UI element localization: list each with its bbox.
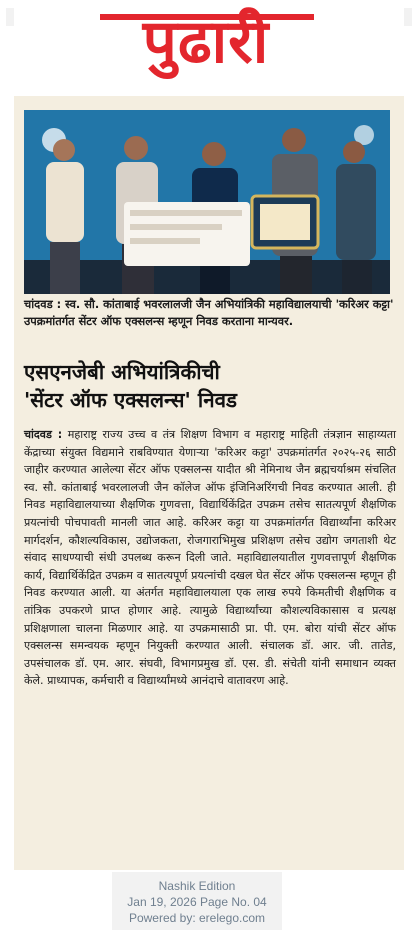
article-headline <box>24 358 394 414</box>
headline-line-2: 'सेंटर ऑफ एक्सलन्स' निवड <box>24 388 237 412</box>
news-clipping <box>14 96 404 870</box>
edition-footer <box>112 872 282 930</box>
edition-date-page: Jan 19, 2026 Page No. 04 <box>127 895 267 909</box>
photo-illustration <box>24 110 390 294</box>
nav-left-handle[interactable] <box>6 8 14 26</box>
dateline: चांदवड : <box>24 428 63 441</box>
news-photo <box>24 110 390 294</box>
article-body <box>24 426 396 690</box>
edition-name: Nashik Edition <box>158 879 236 893</box>
powered-by-link[interactable]: Powered by: erelego.com <box>128 911 266 925</box>
newspaper-logo: पुढारी <box>142 7 270 77</box>
article-text: महाराष्ट्र राज्य उच्च व तंत्र शिक्षण विभाग व महाराष्ट्र माहिती तंत्रज्ञान साहाय्यता केंद्राच्या संयुक्त विद्यमाने राबविण्यात येणाऱ्या 'करिअर कट्टा' उपक्रमांतर्गत २०२५-२६ साठी जाहीर करण्यात आलेल्या सेंटर ऑफ एक्सलन्स यादीत श्री नेमिनाथ जैन ब्रह्मचर्याश्रम संचलित स्व. सौ. कांताबाई भवरलालजी जैन कॉलेज ऑफ इंजिनिअरिंगची निवड करण्यात आली. ही निवड महाविद्यालयाच्या शैक्षणिक गुणवत्ता, विद्यार्थिकेंद्रित उपक्रम तसेच सातत्यपूर्ण शैक्षणिक प्रयत्नांची पोचपावती मानली जात आहे. करिअर कट्टा या उपक्रमांतर्गत विद्यार्थ्यांना करिअर मार्गदर्शन, कौशल्यविकास, उद्योजकता, रोजगाराभिमुख प्रशिक्षण तसेच उद्योग जगताशी थेट संवाद साधण्याची संधी उपलब्ध करून दिली जाते. महाविद्यालयातील गुणवत्तापूर्ण शैक्षणिक कार्य, विद्यार्थिकेंद्रित उपक्रम व सातत्यपूर्ण प्रयत्नांची दखल घेत सेंटर ऑफ एक्सलन्स म्हणून ही निवड करण्यात आली. या अंतर्गत महाविद्यालयाला एक लाख रुपये किमतीची शैक्षणिक व तांत्रिक उपकरणे प्राप्त होणार आहे. त्यामुळे विद्यार्थ्यांच्या कौशल्यविकासास व प्रत्यक्ष प्रशिक्षणाला चालना मिळणार आहे. या उपक्रमासाठी प्रा. पी. एम. बोरा यांची सेंटर ऑफ एक्सलन्स समन्वयक म्हणून नियुक्ती करण्यात आली. संचालक डॉ. आर. जी. तातेड, उपसंचालक डॉ. एम. आर. संघवी, विभागप्रमुख डॉ. एस. डी. संचेती यांनी समाधान व्यक्त केले. प्राध्यापक, कर्मचारी व विद्यार्थ्यांमध्ये आनंदाचे वातावरण आहे. <box>24 428 396 688</box>
nav-right-handle[interactable] <box>404 8 412 26</box>
photo-caption: चांदवड : स्व. सौ. कांताबाई भवरलालजी जैन अभियांत्रिकी महाविद्यालयाची 'करिअर कट्टा' उपक्रमांतर्गत सेंटर ऑफ एक्सलन्स म्हणून निवड करताना मान्यवर. <box>24 297 394 328</box>
headline-line-1: एसएनजेबी अभियांत्रिकीची <box>24 360 220 384</box>
masthead <box>0 0 418 86</box>
